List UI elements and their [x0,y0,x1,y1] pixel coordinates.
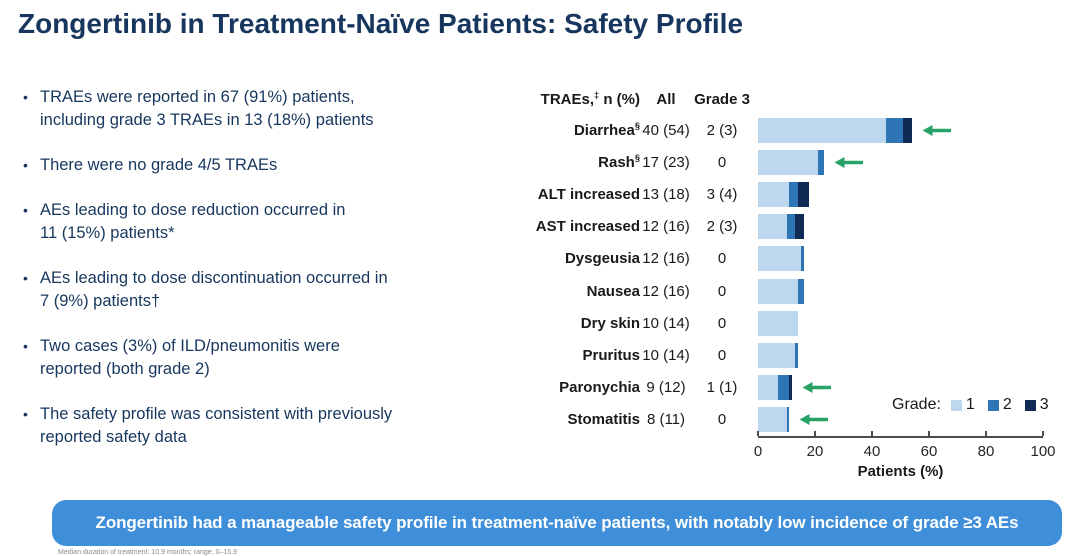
trae-label-text: AST increased [535,218,640,236]
trae-bar [758,343,798,368]
bar-segment-grade1 [758,246,801,271]
bullet-item [18,86,492,132]
trae-row [498,114,1076,146]
trae-bar [758,311,798,336]
bullet-text [40,199,345,245]
trae-label [498,315,640,332]
trae-bar [758,150,824,175]
trae-grade3-value: 3 (4) [706,185,738,203]
trae-label-text: Nausea [586,282,640,300]
legend-swatch [951,400,962,411]
trae-label [498,283,640,300]
bar-segment-grade1 [758,118,886,143]
trae-row [498,275,1076,307]
bullet-line: There were no grade 4/5 TRAEs [40,156,278,174]
x-axis [753,436,1056,482]
bar-segment-grade1 [758,311,798,336]
trae-bar [758,246,804,271]
legend-entry-label: 1 [965,396,975,413]
trae-all-value: 8 (11) [646,411,686,429]
trae-grade3-value: 0 [717,153,727,171]
bullet-item [18,267,492,313]
bullet-marker-icon: • [23,157,28,173]
bullet-marker-icon: • [23,89,28,105]
bullet-marker-icon: • [23,406,28,422]
legend-entry [951,396,975,414]
bar-segment-grade1 [758,375,778,400]
highlight-arrow-icon [834,156,863,169]
legend-entry-label: 2 [1002,396,1012,413]
bar-segment-grade2 [886,118,903,143]
section-symbol: § [634,152,640,163]
bar-segment-grade2 [778,375,789,400]
trae-label-text: Dry skin [580,314,640,332]
trae-bar [758,118,912,143]
bullet-item [18,335,492,381]
trae-row [498,178,1076,210]
table-header-traes [498,91,640,108]
legend-title: Grade: [892,396,941,413]
bullet-text [40,335,340,381]
trae-bar [758,279,804,304]
bar-segment-grade2 [787,214,796,239]
bar-segment-grade3 [903,118,912,143]
bar-segment-grade1 [758,214,787,239]
axis-tick-label: 80 [977,443,995,460]
axis-tick-label: 0 [753,443,763,460]
bullet-text [40,267,388,313]
axis-tick [985,431,987,436]
section-symbol: § [634,120,640,131]
trae-all-value: 13 (18) [642,185,690,203]
trae-label [498,122,640,139]
trae-bar [758,214,804,239]
axis-tick [871,431,873,436]
trae-bar [758,407,789,432]
bar-segment-grade2 [801,246,804,271]
trae-label [498,186,640,203]
trae-grade3-value: 0 [717,346,727,364]
highlight-arrow-icon [922,124,951,137]
bullet-marker-icon: • [23,270,28,286]
bar-segment-grade2 [787,407,790,432]
double-dagger-symbol: ‡ [594,89,600,100]
conclusion-text: Zongertinib had a manageable safety profile in treatment-naïve patients, with notably low incidence of grade ≥3 AEs [95,513,1019,532]
table-header-all: All [656,90,676,108]
trae-label [498,411,640,428]
bullet-line: including grade 3 TRAEs in 13 (18%) patients [40,111,374,129]
trae-grade3-value: 0 [717,411,727,429]
bullet-line: Two cases (3%) of ILD/pneumonitis were [40,337,340,355]
trae-grade3-value: 0 [717,314,727,332]
bullet-line: AEs leading to dose discontinuation occurred in [40,269,388,287]
bar-segment-grade1 [758,150,818,175]
footnote: Median duration of treatment: 10.9 months; range: 0–15.9 [58,549,238,556]
trae-row [498,146,1076,178]
trae-all-value: 17 (23) [642,153,690,171]
bullet-item [18,403,492,449]
bullet-item [18,199,492,245]
bullet-line: AEs leading to dose reduction occurred in [40,201,346,219]
legend-entry-label: 3 [1039,396,1049,413]
trae-label-text: Paronychia [559,379,640,397]
bullet-line: 7 (9%) patients† [40,292,161,310]
trae-label [498,379,640,396]
trae-label [498,250,640,267]
highlight-arrow-icon [802,381,831,394]
trae-row [498,243,1076,275]
highlight-arrow-icon [799,413,828,426]
bullet-text [40,86,374,132]
bar-segment-grade3 [798,182,809,207]
trae-all-value: 40 (54) [642,121,690,139]
bullet-list [18,86,492,471]
bullet-line: TRAEs were reported in 67 (91%) patients, [40,88,355,106]
conclusion-banner [52,500,1062,546]
axis-tick [1042,431,1044,436]
legend-entries [951,396,1062,414]
trae-grade3-value: 0 [717,282,727,300]
trae-label-text: Rash [598,153,635,171]
trae-label-text: Dysgeusia [564,250,640,268]
trae-row [498,307,1076,339]
bar-segment-grade2 [818,150,824,175]
page-title: Zongertinib in Treatment-Naïve Patients: Safety Profile [18,8,744,39]
trae-chart [498,84,1076,480]
legend-entry [1025,396,1049,414]
bullet-line: reported (both grade 2) [40,360,210,378]
bar-segment-grade2 [798,279,804,304]
bullet-marker-icon: • [23,338,28,354]
bar-segment-grade2 [795,343,798,368]
axis-tick [757,431,759,436]
axis-tick-label: 40 [863,443,881,460]
trae-all-value: 12 (16) [642,282,690,300]
bullet-line: The safety profile was consistent with previously [40,405,393,423]
axis-tick [814,431,816,436]
bar-segment-grade3 [795,214,804,239]
table-header-traes-text: TRAEs, [540,90,594,108]
trae-all-value: 10 (14) [642,314,690,332]
bullet-line: reported safety data [40,428,187,446]
bullet-item [18,154,492,177]
table-header-grade3: Grade 3 [694,90,750,108]
bar-segment-grade1 [758,182,789,207]
table-header-n-pct: n (%) [599,90,640,108]
trae-label-text: Diarrhea [573,121,635,139]
trae-grade3-value: 0 [717,250,727,268]
trae-bar [758,375,792,400]
trae-grade3-value: 1 (1) [706,379,738,397]
trae-all-value: 12 (16) [642,218,690,236]
bullet-line: 11 (15%) patients* [40,224,175,242]
axis-tick-label: 20 [806,443,824,460]
trae-row [498,211,1076,243]
trae-grade3-value: 2 (3) [706,121,738,139]
x-axis-title: Patients (%) [857,463,944,480]
legend-swatch [1025,400,1036,411]
trae-label [498,154,640,171]
trae-label-text: Pruritus [582,346,640,364]
legend-entry [988,396,1012,414]
trae-label [498,218,640,235]
x-axis-line [758,436,1043,438]
trae-label-text: Stomatitis [567,411,640,429]
axis-tick-label: 60 [920,443,938,460]
axis-tick-label: 100 [1030,443,1056,460]
grade-legend [892,396,1062,414]
legend-swatch [988,400,999,411]
axis-tick [928,431,930,436]
bullet-text [40,403,392,449]
trae-label [498,347,640,364]
trae-all-value: 12 (16) [642,250,690,268]
trae-label-text: ALT increased [537,185,640,203]
bar-segment-grade1 [758,407,787,432]
trae-all-value: 10 (14) [642,346,690,364]
trae-grade3-value: 2 (3) [706,218,738,236]
trae-row [498,339,1076,371]
trae-all-value: 9 (12) [646,379,686,397]
bullet-text [40,154,277,177]
bar-segment-grade2 [789,182,798,207]
trae-bar [758,182,809,207]
bar-segment-grade1 [758,343,795,368]
bullet-marker-icon: • [23,202,28,218]
table-header-row [498,84,1076,114]
bar-segment-grade3 [789,375,792,400]
trae-rows [498,114,1076,436]
bar-segment-grade1 [758,279,798,304]
